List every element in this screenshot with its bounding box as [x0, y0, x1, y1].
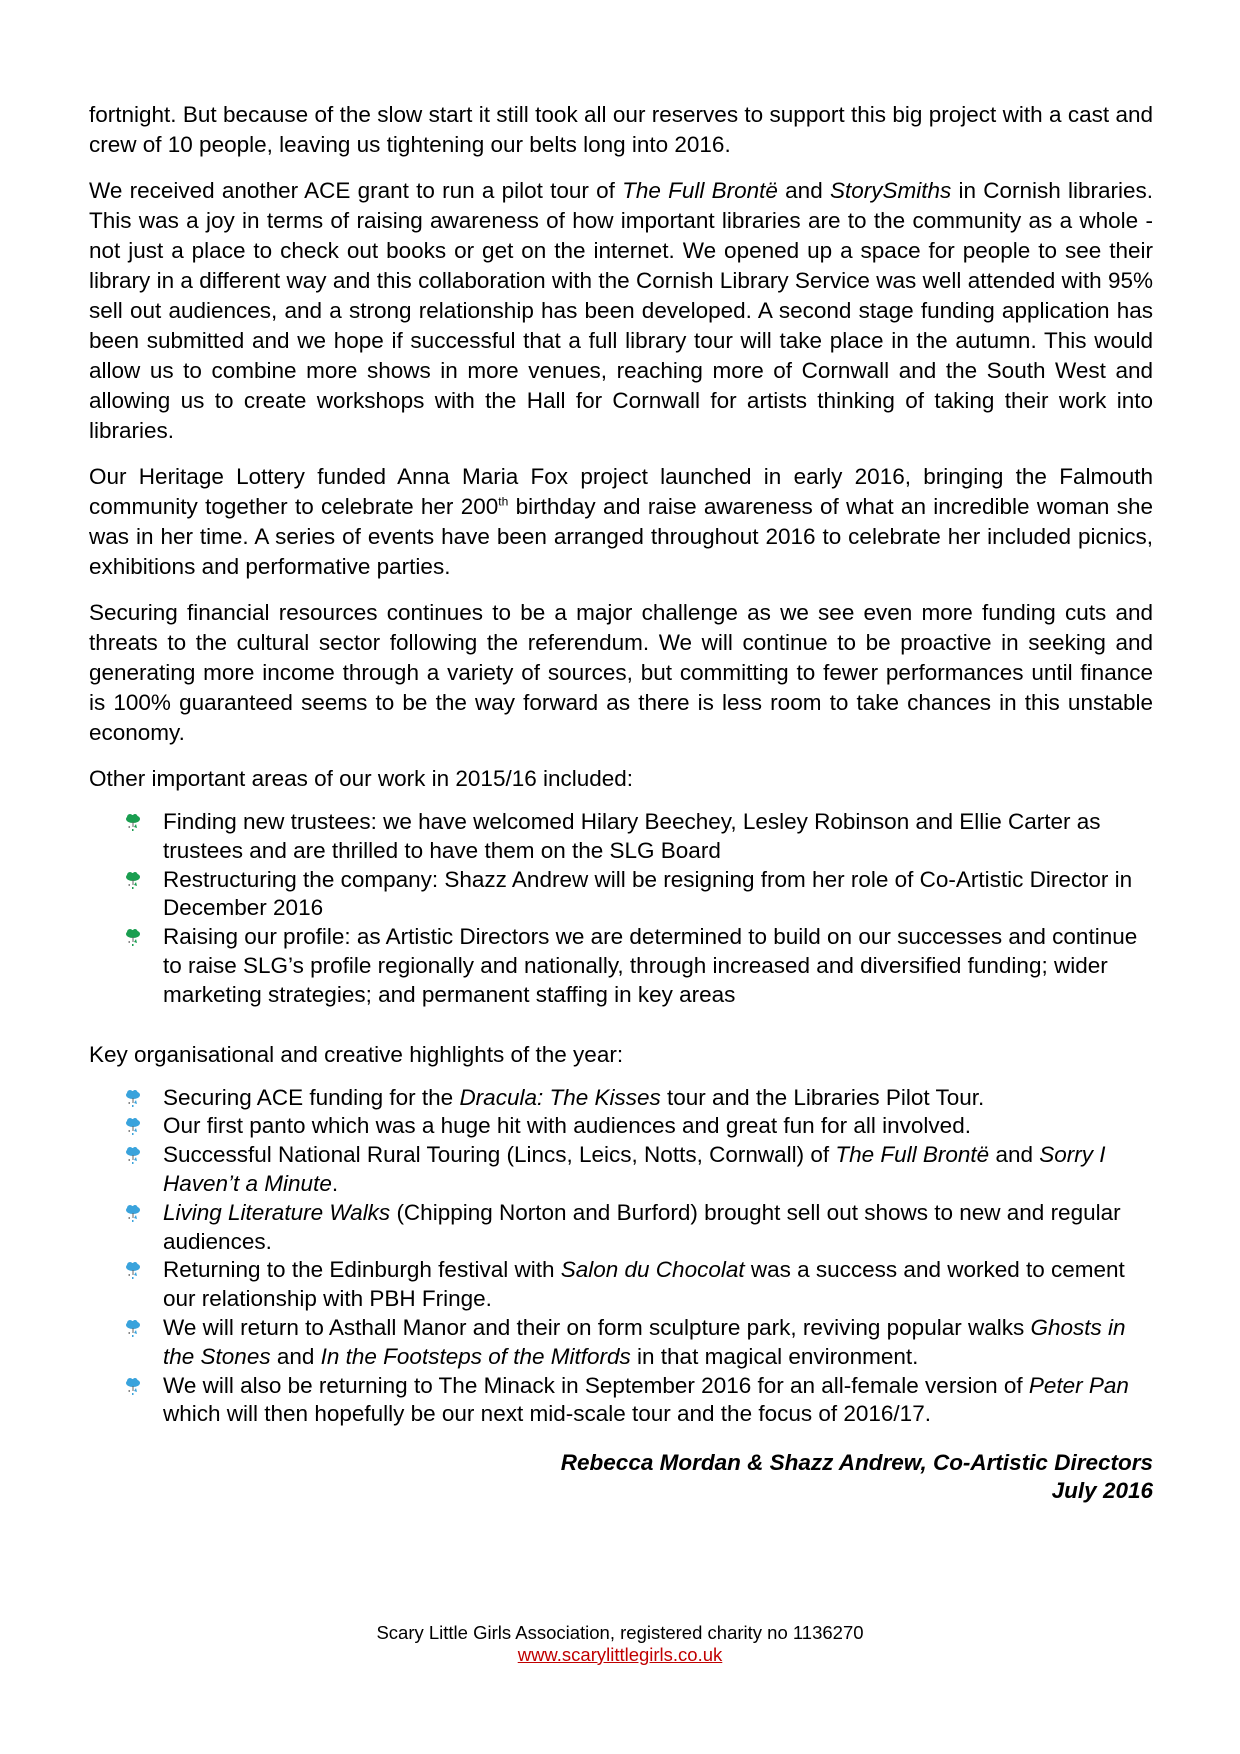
text: and	[989, 1142, 1040, 1168]
superscript-th: th	[498, 494, 509, 509]
green-rain-cloud-icon	[125, 814, 141, 832]
text: We will also be returning to The Minack in September 2016 for an all-female version of	[163, 1372, 1029, 1398]
list-item-text: Finding new trustees: we have welcomed Hilary Beechey, Lesley Robinson and Ellie Carter as trustees and are thrilled to have them on the SLG Board	[163, 809, 1101, 863]
list-item	[163, 808, 1153, 866]
text: was a success and worked to cement our relationship with PBH Fringe.	[163, 1257, 1125, 1312]
text: which will then hopefully be our next mid-scale tour and the focus of 2016/17.	[163, 1401, 931, 1427]
highlights-list	[89, 1084, 1153, 1430]
list-item-text: Restructuring the company: Shazz Andrew will be resigning from her role of Co-Artistic Director in December 2016	[163, 866, 1133, 921]
text: .	[331, 1170, 339, 1196]
text: Our first panto which was a huge hit with audiences and great fun for all involved.	[163, 1113, 971, 1139]
list-item-text: Raising our profile: as Artistic Directors we are determined to build on our successes and continue to raise SLG’s profile regionally and nationally, through increased and diversified funding; wider marketing strategies; and permanent staffing in key areas	[163, 924, 1138, 1007]
signature-block	[89, 1449, 1153, 1505]
signature-date: July 2016	[1051, 1478, 1153, 1504]
text: birthday and raise awareness of what an incredible woman she was in her time. A series of events have been arranged throughout 2016 to celebrate her included picnics, exhibitions and performative parties.	[89, 494, 1153, 579]
title-living-literature-walks: Living Literature Walks	[163, 1199, 391, 1225]
blue-rain-cloud-icon	[125, 1205, 141, 1223]
blue-rain-cloud-icon	[125, 1090, 141, 1108]
text: and	[777, 178, 830, 203]
paragraph-reserves: fortnight. But because of the slow start it still took all our reserves to support this big project with a cast and crew of 10 people, leaving us tightening our belts long into 2016.	[89, 102, 1153, 157]
text: Returning to the Edinburgh festival with	[163, 1257, 561, 1283]
list-item	[163, 1112, 1153, 1141]
website-link[interactable]: www.scarylittlegirls.co.uk	[517, 1644, 723, 1665]
text: and	[270, 1343, 321, 1369]
blue-rain-cloud-icon	[125, 1378, 141, 1396]
charity-info: Scary Little Girls Association, registered charity no 1136270	[376, 1622, 864, 1643]
blue-rain-cloud-icon	[125, 1118, 141, 1136]
green-rain-cloud-icon	[125, 929, 141, 947]
paragraph-anna-maria-fox	[89, 462, 1153, 582]
title-full-bronte: The Full Brontë	[835, 1142, 990, 1168]
blue-rain-cloud-icon	[125, 1147, 141, 1165]
text: Successful National Rural Touring (Lincs, Leics, Notts, Cornwall) of	[163, 1142, 836, 1168]
paragraph-other-areas-intro: Other important areas of our work in 2015/16 included:	[89, 766, 634, 791]
list-item	[163, 1084, 1153, 1113]
title-full-bronte: The Full Brontë	[622, 178, 778, 203]
list-item	[163, 923, 1153, 1009]
text: We received another ACE grant to run a pilot tour of	[89, 178, 623, 203]
green-rain-cloud-icon	[125, 872, 141, 890]
paragraph-libraries-tour	[89, 176, 1153, 446]
title-peter-pan: Peter Pan	[1028, 1372, 1129, 1398]
text: Our Heritage Lottery funded Anna Maria Fox project launched in early 2016, bringing the Falmouth community together to celebrate her 200	[89, 464, 1153, 519]
paragraph-financial-resources: Securing financial resources continues to be a major challenge as we see even more funding cuts and threats to the cultural sector following the referendum. We will continue to be proactive in seeking and generating more income through a variety of sources, but committing to fewer performances until finance is 100% guaranteed seems to be the way forward as there is less room to take chances in this unstable economy.	[89, 600, 1153, 745]
title-storysmiths: StorySmiths	[829, 178, 952, 203]
list-item	[163, 1199, 1153, 1257]
title-dracula: Dracula: The Kisses	[459, 1084, 661, 1110]
title-ghosts-in-the-stones: Ghosts in the Stones	[163, 1314, 1126, 1369]
list-item	[163, 866, 1153, 924]
blue-rain-cloud-icon	[125, 1320, 141, 1338]
signature-names: Rebecca Mordan & Shazz Andrew, Co-Artistic Directors	[560, 1450, 1153, 1476]
list-item	[163, 1314, 1153, 1372]
text: (Chipping Norton and Burford) brought sell out shows to new and regular audiences.	[163, 1199, 1121, 1254]
page-footer	[0, 1622, 1240, 1666]
text: in that magical environment.	[630, 1343, 919, 1369]
text: tour and the Libraries Pilot Tour.	[660, 1084, 985, 1110]
document-page	[89, 100, 1153, 1505]
title-salon-du-chocolat: Salon du Chocolat	[560, 1257, 745, 1283]
text: in Cornish libraries. This was a joy in terms of raising awareness of how important libraries are to the community as a whole - not just a place to check out books or get on the internet. We opened up a space for people to see their library in a different way and this collaboration with the Cornish Library Service was well attended with 95% sell out audiences, and a strong relationship has been developed. A second stage funding application has been submitted and we hope if successful that a full library tour will take place in the autumn. This would allow us to combine more shows in more venues, reaching more of Cornwall and the South West and allowing us to create workshops with the Hall for Cornwall for artists thinking of taking their work into libraries.	[89, 178, 1153, 443]
text: We will return to Asthall Manor and their on form sculpture park, reviving popular walks	[163, 1314, 1031, 1340]
list-item	[163, 1141, 1153, 1199]
list-item	[163, 1372, 1153, 1430]
other-areas-list	[89, 808, 1153, 1010]
paragraph-highlights-intro: Key organisational and creative highlights of the year:	[89, 1041, 624, 1067]
blue-rain-cloud-icon	[125, 1262, 141, 1280]
title-sorry-i-havent-a-minute: Sorry I Haven’t a Minute	[163, 1142, 1106, 1196]
text: Securing ACE funding for the	[163, 1084, 460, 1110]
title-footsteps-of-mitfords: In the Footsteps of the Mitfords	[320, 1343, 631, 1369]
list-item	[163, 1256, 1153, 1314]
